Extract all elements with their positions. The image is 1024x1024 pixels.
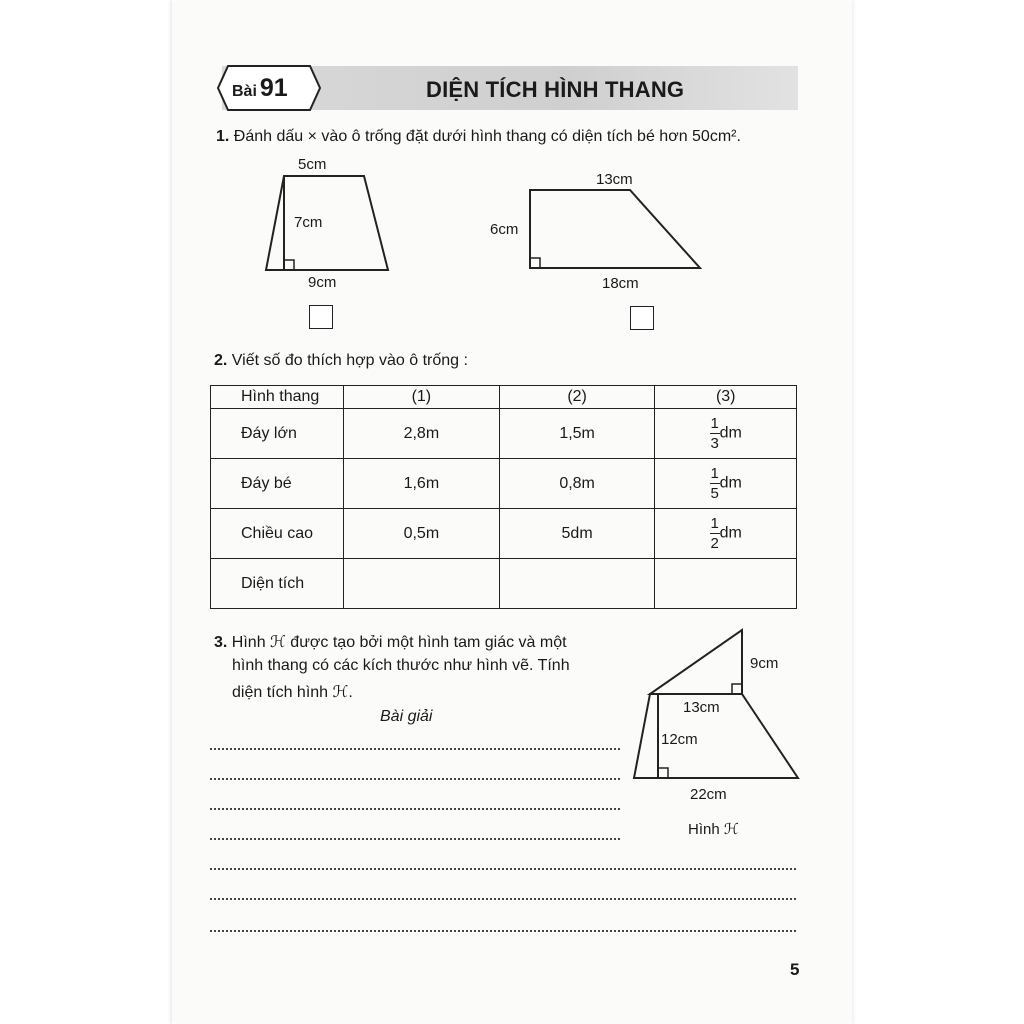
solution-label: Bài giải: [380, 708, 433, 725]
table-cell: 1,6m: [344, 459, 500, 509]
row-label: Đáy bé: [211, 459, 344, 509]
trap1-top-label: 5cm: [298, 156, 327, 173]
page-number: 5: [790, 960, 800, 979]
fig-triangle-height-label: 9cm: [750, 655, 779, 672]
header-cell: Hình thang: [211, 386, 344, 409]
exercise-2-prompt: 2. Viết số đo thích hợp vào ô trống :: [214, 352, 468, 369]
table-cell: $\frac{1}{2}$ dm: [655, 509, 797, 559]
lesson-number: 91: [259, 74, 288, 102]
header-cell: (3): [655, 386, 797, 409]
trapezoid-1-figure: [260, 170, 400, 275]
fraction: $\frac{1}{2}$: [710, 515, 719, 552]
table-cell: $\frac{1}{3}$ dm: [655, 409, 797, 459]
answer-line[interactable]: [210, 898, 796, 900]
exercise-3-prompt-line3: diện tích hình ℋ.: [232, 684, 353, 701]
table-cell: 0,5m: [344, 509, 500, 559]
row-label: Chiều cao: [211, 509, 344, 559]
table-row: [211, 559, 797, 609]
answer-line[interactable]: [210, 838, 620, 840]
answer-line[interactable]: [210, 808, 620, 810]
trap2-height-label: 6cm: [490, 221, 519, 238]
table-header-row: [211, 386, 797, 409]
table-row: [211, 409, 797, 459]
trap2-bottom-label: 18cm: [602, 275, 639, 292]
figure-caption: Hình ℋ: [688, 821, 739, 838]
area-input-cell[interactable]: [344, 559, 500, 609]
answer-box-trap2[interactable]: [630, 306, 654, 330]
area-input-cell[interactable]: [499, 559, 655, 609]
fraction: $\frac{1}{5}$: [710, 465, 719, 502]
table-cell: 5dm: [499, 509, 655, 559]
exercise-3-prompt-line1: 3. Hình ℋ được tạo bởi một hình tam giác và một: [214, 634, 567, 651]
table-row: [211, 509, 797, 559]
fig-height-label: 12cm: [661, 731, 698, 748]
row-label: Diện tích: [211, 559, 344, 609]
table-cell: 1,5m: [499, 409, 655, 459]
table-row: [211, 459, 797, 509]
fig-top-label: 13cm: [683, 699, 720, 716]
table-cell: 0,8m: [499, 459, 655, 509]
header-cell: (1): [344, 386, 500, 409]
lesson-title: DIỆN TÍCH HÌNH THANG: [426, 77, 685, 102]
answer-line[interactable]: [210, 748, 620, 750]
area-input-cell[interactable]: [655, 559, 797, 609]
fraction: $\frac{1}{3}$: [710, 415, 719, 452]
row-label: Đáy lớn: [211, 409, 344, 459]
exercise-1-prompt: 1. Đánh dấu × vào ô trống đặt dưới hình thang có diện tích bé hơn 50cm².: [216, 128, 741, 145]
trap2-top-label: 13cm: [596, 171, 633, 188]
trapezoid-2-figure: [524, 186, 704, 272]
answer-box-trap1[interactable]: [309, 305, 333, 329]
exercise-3-prompt-line2: hình thang có các kích thước như hình vẽ. Tính: [232, 657, 570, 674]
trap1-bottom-label: 9cm: [308, 274, 337, 291]
table-cell: $\frac{1}{5}$ dm: [655, 459, 797, 509]
table-cell: 2,8m: [344, 409, 500, 459]
answer-line[interactable]: [210, 868, 796, 870]
trap1-height-label: 7cm: [294, 214, 323, 231]
header-cell: (2): [499, 386, 655, 409]
answer-line[interactable]: [210, 778, 620, 780]
fig-bottom-label: 22cm: [690, 786, 727, 803]
answer-line[interactable]: [210, 930, 796, 932]
trapezoid-table: [210, 385, 797, 609]
lesson-badge-label: Bài 91: [232, 74, 288, 102]
